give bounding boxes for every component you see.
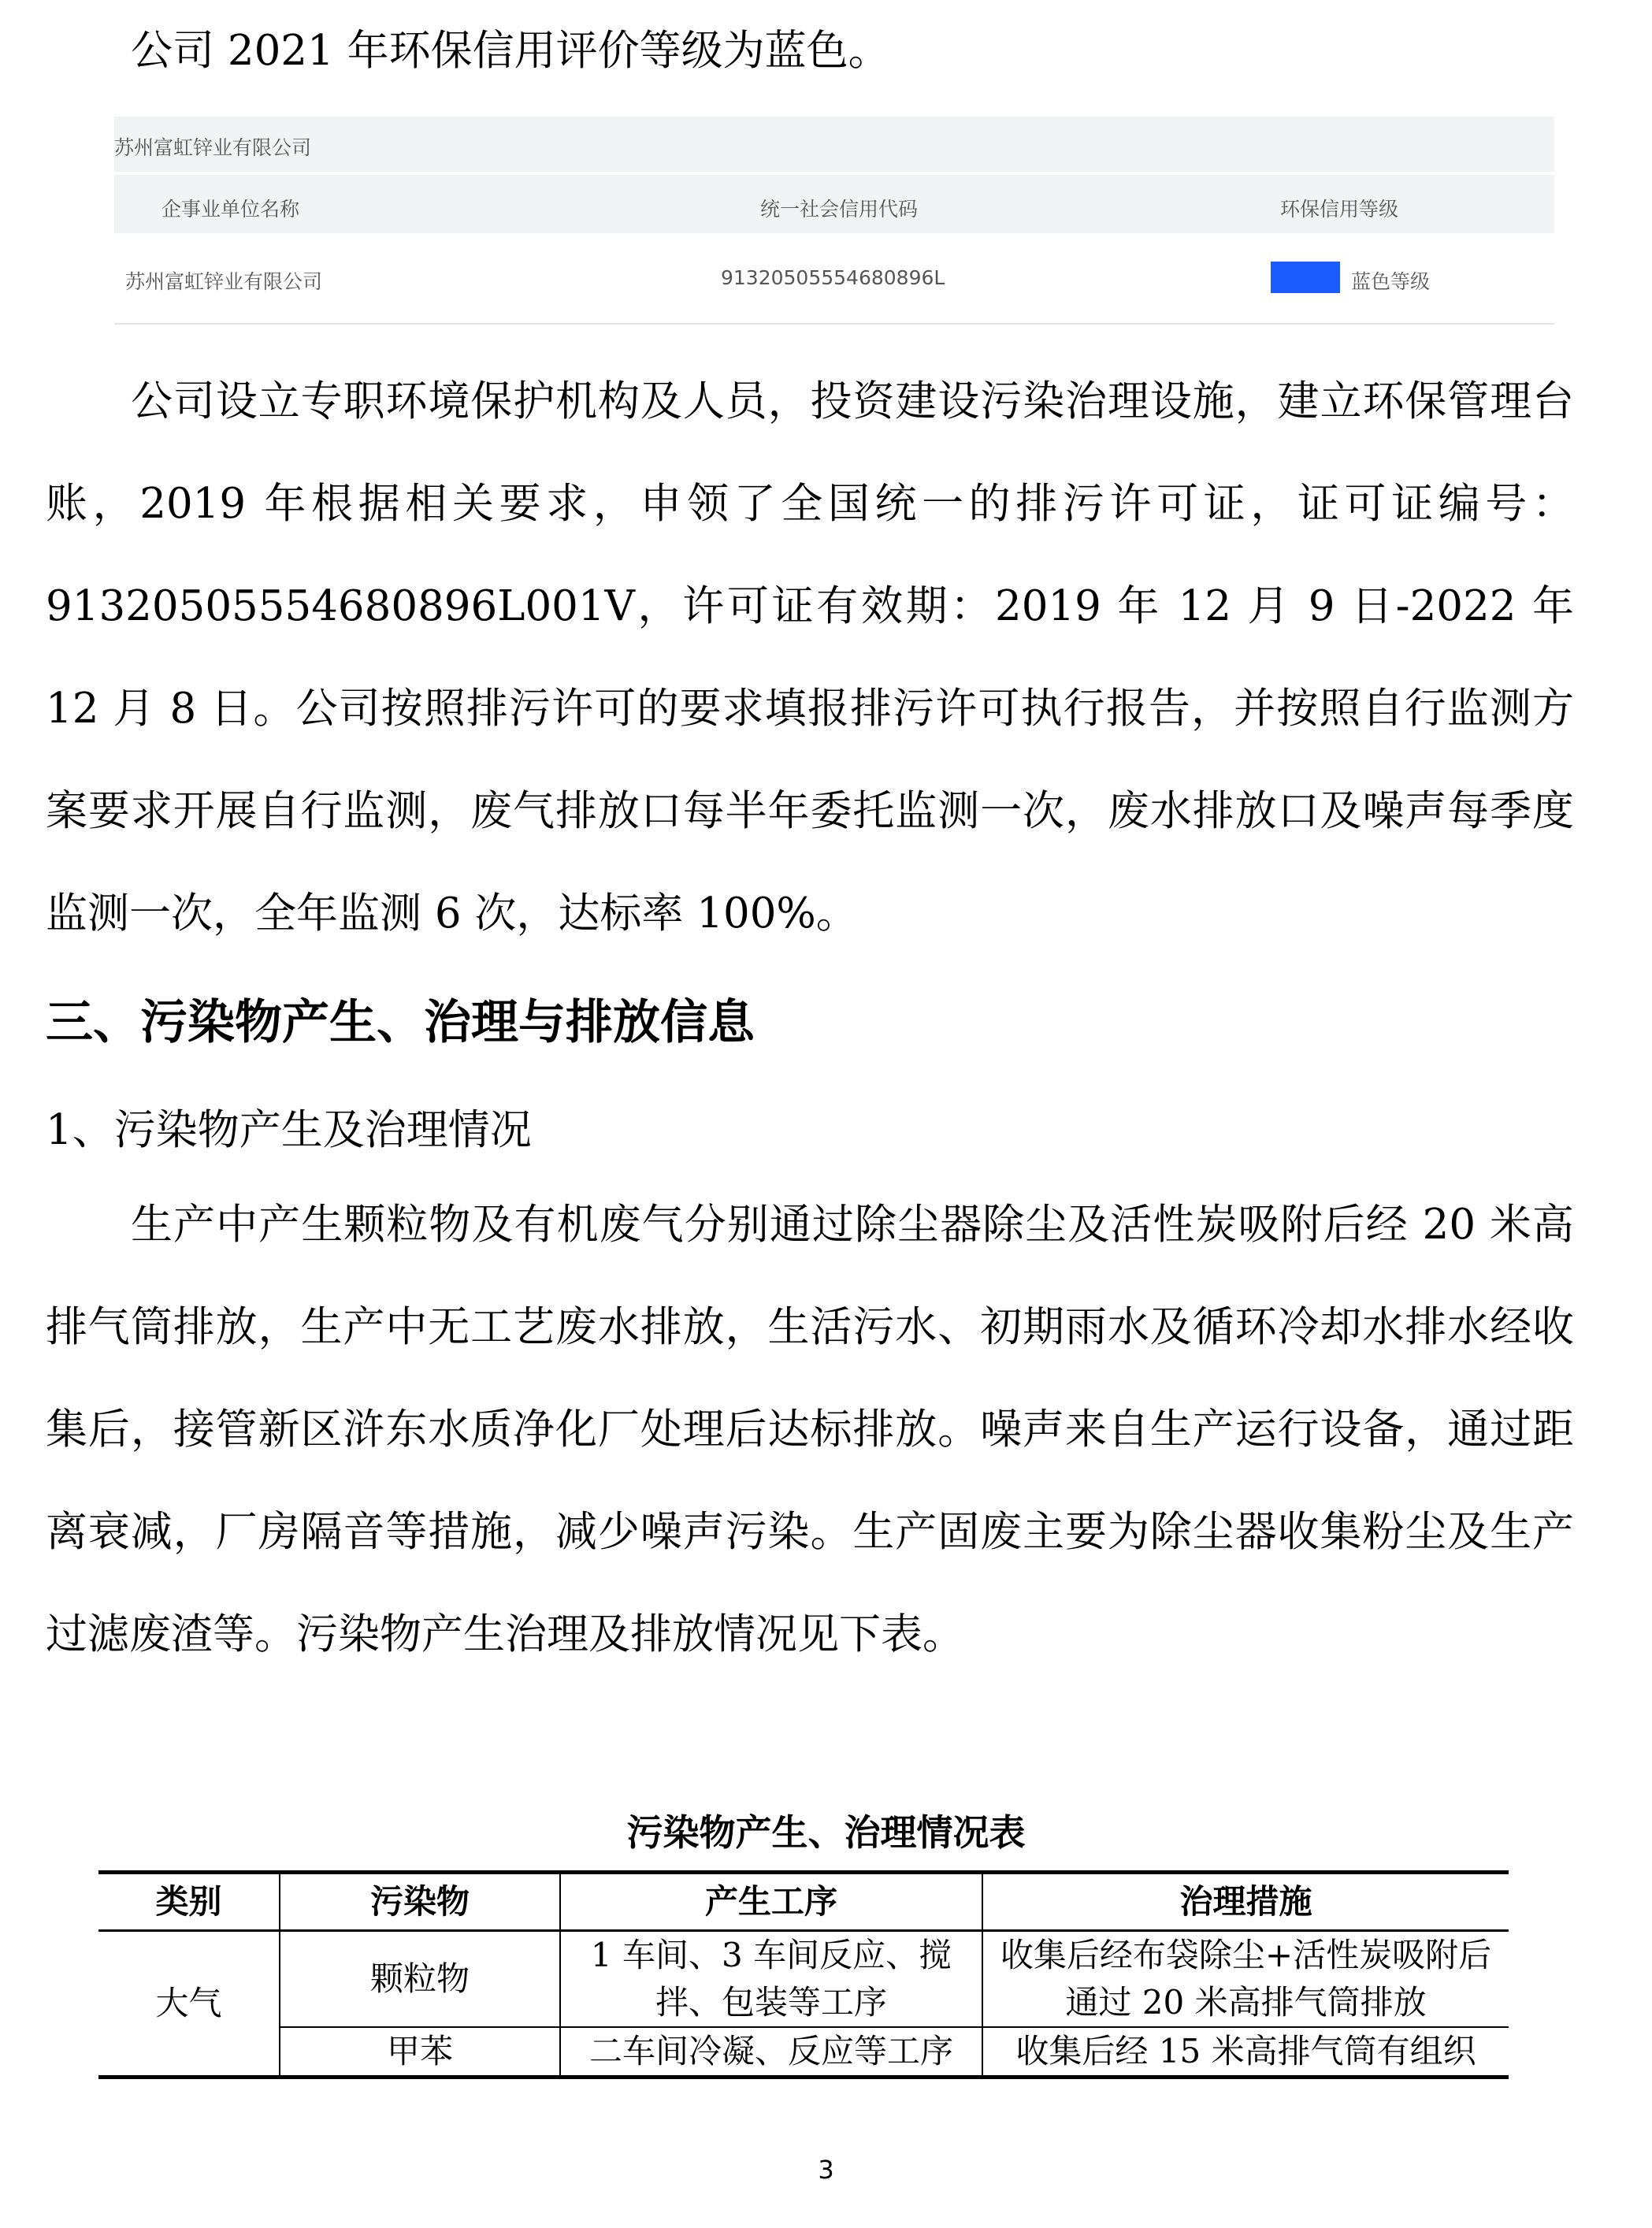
table-title: 污染物产生、治理情况表 (626, 1811, 1026, 1854)
cell-treatment: 收集后经布袋除尘+活性炭吸附后通过 20 米高排气筒排放 (982, 1931, 1509, 2028)
col-level-header: 环保信用等级 (1280, 198, 1399, 221)
company-header-text: 苏州富虹锌业有限公司 (114, 136, 312, 159)
cell-process: 1 车间、3 车间反应、搅拌、包装等工序 (560, 1931, 982, 2028)
screenshot-table-header (114, 175, 1554, 233)
header-pollutant: 污染物 (280, 1873, 560, 1931)
blue-level-badge (1271, 262, 1340, 293)
pollution-paragraph: 生产中产生颗粒物及有机废气分别通过除尘器除尘及活性炭吸附后经 20 米高排气筒排放，生产中无工艺废水排放，生活污水、初期雨水及循环冷却水排水经收集后，接管新区浒东水质净化厂处理后达标排放。噪声来自生产运行设备，通过距离衰减，厂房隔音等措施，减少噪声污染。生产固废主要为除尘器收集粉尘及生产过滤废渣等。污染物产生治理及排放情况见下表。 (46, 1201, 1574, 1658)
permit-paragraph: 公司设立专职环境保护机构及人员，投资建设污染治理设施，建立环保管理台账，2019 年根据相关要求，申领了全国统一的排污许可证，证可证编号：91320505554680896L001V，许可证有效期：2019 年 12 月 9 日-2022 年 12 月 8 日。公司按照排污许可的要求填报排污许可执行报告，并按照自行监测方案要求开展自行监测，废气排放口每半年委托监测一次，废水排放口及噪声每季度监测一次，全年监测 6 次，达标率 100%。 (46, 377, 1574, 938)
col-code-header: 统一社会信用代码 (760, 198, 919, 221)
pollution-table (98, 1870, 1509, 2079)
col-name-header: 企事业单位名称 (161, 198, 300, 221)
cell-treatment: 收集后经 15 米高排气筒有组织 (982, 2027, 1509, 2078)
section-heading: 三、污染物产生、治理与排放信息 (46, 995, 755, 1050)
screenshot-company-header (114, 117, 1554, 172)
table-header-row (98, 1873, 1509, 1931)
subsection-heading: 1、污染物产生及治理情况 (46, 1106, 532, 1154)
row-credit-code: 91320505554680896L (721, 266, 945, 289)
header-category: 类别 (98, 1873, 280, 1931)
cell-pollutant: 颗粒物 (280, 1931, 560, 2028)
row-company-name: 苏州富虹锌业有限公司 (125, 270, 323, 293)
table-row (98, 1931, 1509, 2028)
cell-category: 大气 (98, 1931, 280, 2078)
credit-rating-screenshot (114, 117, 1554, 325)
header-process: 产生工序 (560, 1873, 982, 1931)
cell-pollutant: 甲苯 (280, 2027, 560, 2078)
intro-line: 公司 2021 年环保信用评价等级为蓝色。 (131, 27, 890, 75)
page-number: 3 (818, 2155, 834, 2185)
header-treatment: 治理措施 (982, 1873, 1509, 1931)
screenshot-table-row (114, 233, 1554, 325)
table-row (98, 2027, 1509, 2078)
cell-process: 二车间冷凝、反应等工序 (560, 2027, 982, 2078)
row-credit-level: 蓝色等级 (1351, 270, 1431, 293)
